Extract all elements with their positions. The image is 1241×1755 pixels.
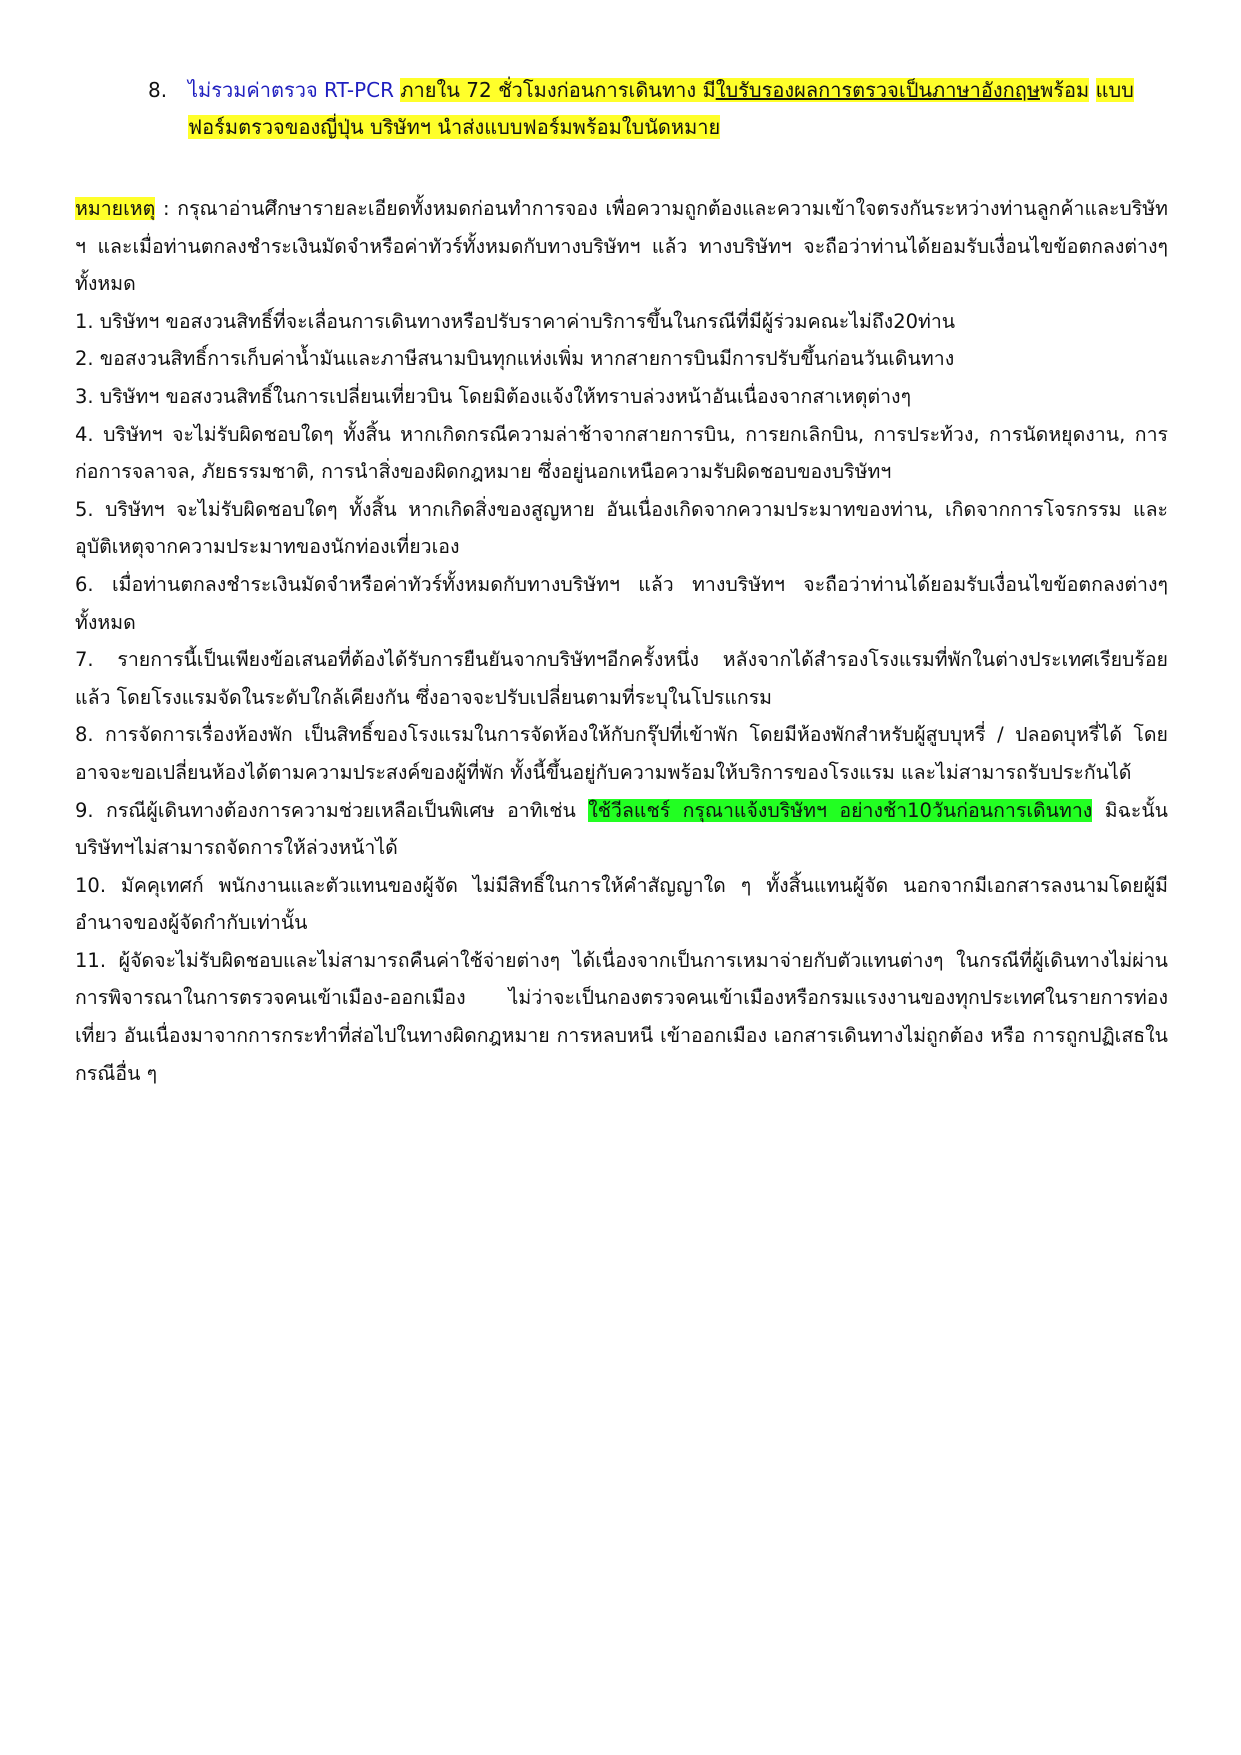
remarks-label: หมายเหตุ	[75, 197, 156, 220]
japan-form-note: แบบฟอร์มตรวจของญี่ปุ่น บริษัทฯ นำส่งแบบฟอร์มพร้อมใบนัดหมาย	[188, 78, 1134, 139]
condition-item: 8. การจัดการเรื่องห้องพัก เป็นสิทธิ์ของโรงแรมในการจัดห้องให้กับกรุ๊ปที่เข้าพัก โดยมีห้องพักสำหรับผู้สูบบุหรี่ / ปลอดบุหรี่ได้ โดยอาจจะขอเปลี่ยนห้องได้ตามความประสงค์ของผู้ที่พัก ทั้งนี้ขึ้นอยู่กับความพร้อมให้บริการของโรงแรม และไม่สามารถรับประกันได้	[75, 723, 1168, 784]
remarks-section	[75, 190, 1168, 1092]
highlight-72h: ภายใน 72 ชั่วโมงก่อนการเดินทาง มี	[400, 78, 716, 102]
covid-test-note	[148, 72, 1168, 146]
condition-item: 10. มัคคุเทศก์ พนักงานและตัวแทนของผู้จัด ไม่มีสิทธิ์ในการให้คำสัญญาใด ๆ ทั้งสิ้นแทนผู้จัด นอกจากมีเอกสารลงนามโดยผู้มีอำนาจของผู้จัดกำกับเท่านั้น	[75, 873, 1168, 935]
remarks-intro-text: : กรุณาอ่านศึกษารายละเอียดทั้งหมดก่อนทำการจอง เพื่อความถูกต้องและความเข้าใจตรงกันระหว่างท่านลูกค้าและบริษัท ฯ และเมื่อท่านตกลงชำระเงินมัดจำหรือค่าทัวร์ทั้งหมดกับทางบริษัทฯ แล้ว ทางบริษัทฯ จะถือว่าท่านได้ยอมรับเงื่อนไขข้อตกลงต่างๆ ทั้งหมด	[75, 197, 1168, 296]
wheelchair-highlight: ใช้วีลแชร์ กรุณาแจ้งบริษัทฯ อย่างช้า10วันก่อนการเดินทาง	[588, 798, 1093, 822]
item9-before: 9. กรณีผู้เดินทางต้องการความช่วยเหลือเป็นพิเศษ อาทิเช่น	[75, 798, 589, 822]
condition-item: 6. เมื่อท่านตกลงชำระเงินมัดจำหรือค่าทัวร์ทั้งหมดกับทางบริษัทฯ แล้ว ทางบริษัทฯ จะถือว่าท่านได้ยอมรับเงื่อนไขข้อตกลงต่างๆ ทั้งหมด	[75, 572, 1168, 634]
condition-item: 11. ผู้จัดจะไม่รับผิดชอบและไม่สามารถคืนค่าใช้จ่ายต่างๆ ได้เนื่องจากเป็นการเหมาจ่ายกับตัวแทนต่างๆ ในกรณีที่ผู้เดินทางไม่ผ่านการพิจารณาในการตรวจคนเข้าเมือง-ออกเมือง ไม่ว่าจะเป็นกองตรวจคนเข้าเมืองหรือกรมแรงงานของทุกประเทศในรายการท่องเที่ยว อันเนื่องมาจากการกระทำที่ส่อไปในทางผิดกฎหมาย การหลบหนี เข้าออกเมือง เอกสารเดินทางไม่ถูกต้อง หรือ การถูกปฏิเสธในกรณีอื่น ๆ	[75, 948, 1168, 1085]
condition-item: 4. บริษัทฯ จะไม่รับผิดชอบใดๆ ทั้งสิ้น หากเกิดกรณีความล่าช้าจากสายการบิน, การยกเลิกบิน, การประท้วง, การนัดหยุดงาน, การก่อการจลาจล, ภัยธรรมชาติ, การนำสิ่งของผิดกฎหมาย ซึ่งอยู่นอกเหนือความรับผิดชอบของบริษัทฯ	[75, 422, 1168, 484]
remarks-intro	[75, 190, 1168, 303]
highlight-with: พร้อม	[1040, 78, 1090, 102]
condition-item: 2. ขอสงวนสิทธิ์การเก็บค่าน้ำมันและภาษีสนามบินทุกแห่งเพิ่ม หากสายการบินมีการปรับขึ้นก่อนวันเดินทาง	[75, 347, 955, 371]
condition-item: 3. บริษัทฯ ขอสงวนสิทธิ์ในการเปลี่ยนเที่ยวบิน โดยมิต้องแจ้งให้ทราบล่วงหน้าอันเนื่องจากสาเหตุต่างๆ	[75, 384, 912, 408]
item9-after: มิฉะนั้นบริษัทฯไม่สามารถจัดการให้ล่วงหน้าได้	[75, 798, 1169, 860]
covid-test-text	[188, 72, 1168, 146]
condition-item: 1. บริษัทฯ ขอสงวนสิทธิ์ที่จะเลื่อนการเดินทางหรือปรับราคาค่าบริการขึ้นในกรณีที่มีผู้ร่วมคณะไม่ถึง20ท่าน	[75, 309, 956, 333]
condition-item: 7. รายการนี้เป็นเพียงข้อเสนอที่ต้องได้รับการยืนยันจากบริษัทฯอีกครั้งหนึ่ง หลังจากได้สำรองโรงแรมที่พักในต่างประเทศเรียบร้อยแล้ว โดยโรงแรมจัดในระดับใกล้เคียงกัน ซึ่งอาจจะปรับเปลี่ยนตามที่ระบุในโปรแกรม	[75, 648, 1168, 709]
condition-item: 5. บริษัทฯ จะไม่รับผิดชอบใดๆ ทั้งสิ้น หากเกิดสิ่งของสูญหาย อันเนื่องเกิดจากความประมาทของท่าน, เกิดจากการโจรกรรม และอุบัติเหตุจากความประมาทของนักท่องเที่ยวเอง	[75, 497, 1168, 559]
item-number: 8.	[148, 78, 168, 102]
condition-item-9	[75, 792, 1168, 867]
english-certificate: ใบรับรองผลการตรวจเป็นภาษาอังกฤษ	[715, 78, 1041, 102]
rt-pcr-exclusion: ไม่รวมค่าตรวจ RT-PCR	[188, 78, 395, 102]
